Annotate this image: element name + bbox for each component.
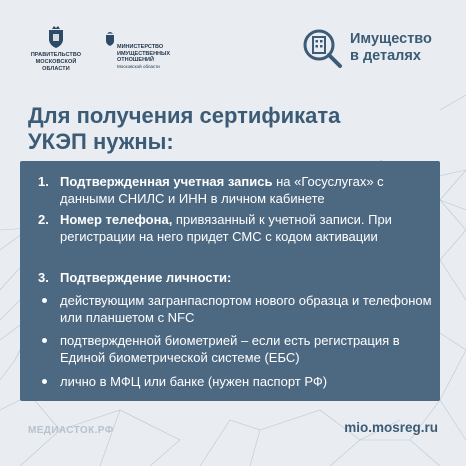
requirements-card bbox=[20, 161, 440, 401]
watermark-text: МЕДИАСТОК.РФ bbox=[28, 425, 114, 436]
identity-option-text: лично в МФЦ или банке (нужен паспорт РФ) bbox=[60, 374, 328, 389]
page-title bbox=[28, 103, 448, 155]
identity-option-text: подтвержденной биометрией – если есть регистрация в Единой биометрической системе (ЕБС) bbox=[60, 333, 400, 365]
requirement-rest: на «Госуслугах» с данными СНИЛС и ИНН в личном кабинете bbox=[60, 174, 384, 206]
requirement-bold: Номер телефона, bbox=[60, 212, 173, 227]
bullet-dot bbox=[42, 298, 47, 303]
requirement-number: 2. bbox=[38, 212, 49, 227]
requirement-rest: привязанный к учетной записи. При регистрации на него придет СМС с кодом активации bbox=[60, 212, 392, 244]
page-title-line1: Для получения сертификата bbox=[28, 103, 341, 128]
ministry-name: МИНИСТЕРСТВО ИМУЩЕСТВЕННЫХ ОТНОШЕНИЙ bbox=[117, 44, 171, 63]
brand-title-line1: Имущество bbox=[350, 31, 432, 47]
requirement-bold: Подтвержденная учетная запись bbox=[60, 174, 273, 189]
page-title-line2: УКЭП нужны: bbox=[28, 129, 174, 154]
ministry-subtitle: Московской области bbox=[117, 64, 160, 69]
requirement-number: 1. bbox=[38, 174, 49, 189]
identity-option-text: действующим загранпаспортом нового образца и телефоном или планшетом с NFC bbox=[60, 293, 432, 325]
bullet-dot bbox=[42, 379, 47, 384]
brand-title bbox=[350, 31, 432, 65]
website-link[interactable]: mio.mosreg.ru bbox=[344, 420, 438, 435]
government-logo-text: ПРАВИТЕЛЬСТВО МОСКОВСКОЙ ОБЛАСТИ bbox=[30, 52, 82, 72]
brand-title-line2: в деталях bbox=[350, 48, 421, 64]
requirement-text bbox=[60, 173, 432, 207]
coat-of-arms-icon bbox=[48, 26, 64, 48]
requirement-text bbox=[60, 269, 432, 286]
magnifier-building-icon bbox=[300, 26, 344, 70]
requirement-bold: Подтверждение личности: bbox=[60, 270, 232, 285]
brand-block bbox=[300, 26, 440, 70]
bullet-dot bbox=[42, 338, 47, 343]
government-logo bbox=[26, 26, 86, 73]
requirement-text bbox=[60, 211, 432, 245]
requirement-number: 3. bbox=[38, 270, 49, 285]
ministry-emblem-icon bbox=[104, 30, 116, 70]
